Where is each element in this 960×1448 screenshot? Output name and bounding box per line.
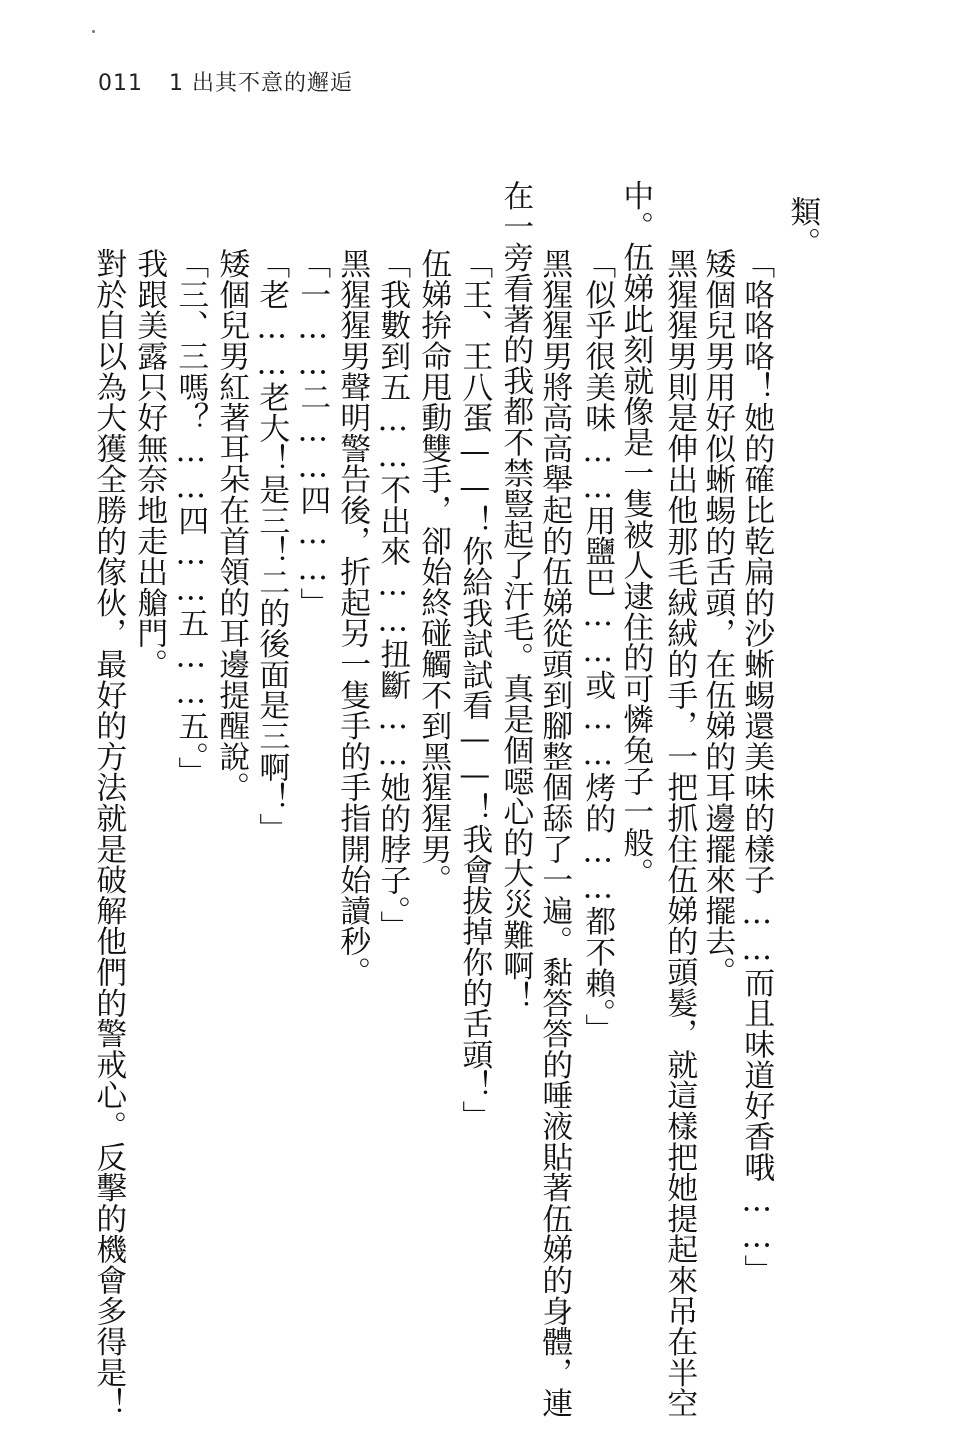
text-column-7: 黑猩猩男將高高舉起的伍娣從頭到腳整個舔了一遍。黏答答的唾液貼著伍娣的身體，連 <box>536 248 573 1419</box>
chapter-title: 1 出其不意的邂逅 <box>169 71 353 96</box>
text-column-18: 對於自以為大獲全勝的傢伙，最好的方法就是破解他們的警戒心。反擊的機會多得是！ <box>90 248 127 1419</box>
text-column-3: 矮個兒男用好似蜥蜴的舌頭，在伍娣的耳邊擺來擺去。 <box>699 248 736 988</box>
text-column-12: 黑猩猩男聲明警告後，折起另一隻手的手指開始讀秒。 <box>334 248 371 988</box>
text-column-14: 「老……老大！是三！二的後面是三啊！」 <box>253 248 290 844</box>
text-column-13: 「一……二……四……」 <box>294 248 331 618</box>
text-column-11: 「我數到五……不出來……扭斷……她的脖子。」 <box>374 248 411 942</box>
text-column-2: 「咯咯咯！她的確比乾扁的沙蜥蜴還美味的樣子……而且味道好香哦……」 <box>738 248 775 1286</box>
running-header <box>98 66 353 97</box>
page-number: 011 <box>98 71 143 96</box>
text-column-9: 「王、王八蛋——！你給我試試看——！我會拔掉你的舌頭！」 <box>456 248 493 1132</box>
text-column-17: 我跟美露只好無奈地走出艙門。 <box>131 248 168 680</box>
text-column-15: 矮個兒男紅著耳朵在首領的耳邊提醒說。 <box>213 248 250 803</box>
text-column-5: 中。伍娣此刻就像是一隻被人逮住的可憐兔子一般。 <box>617 180 654 889</box>
text-column-1: 類。 <box>784 196 821 258</box>
text-column-10: 伍娣拚命甩動雙手，卻始終碰觸不到黑猩猩男。 <box>415 248 452 895</box>
text-column-4: 黑猩猩男則是伸出他那毛絨絨的手，一把抓住伍娣的頭髮，就這樣把她提起來吊在半空 <box>661 248 698 1419</box>
corner-mark <box>92 30 95 33</box>
text-column-16: 「三、三嗎？……四……五……五。」 <box>172 248 209 788</box>
text-column-6: 「似乎很美味……用鹽巴……或……烤的……都不賴。」 <box>579 248 616 1045</box>
text-column-8: 在一旁看著的我都不禁豎起了汗毛。真是個噁心的大災難啊！ <box>497 180 534 1012</box>
